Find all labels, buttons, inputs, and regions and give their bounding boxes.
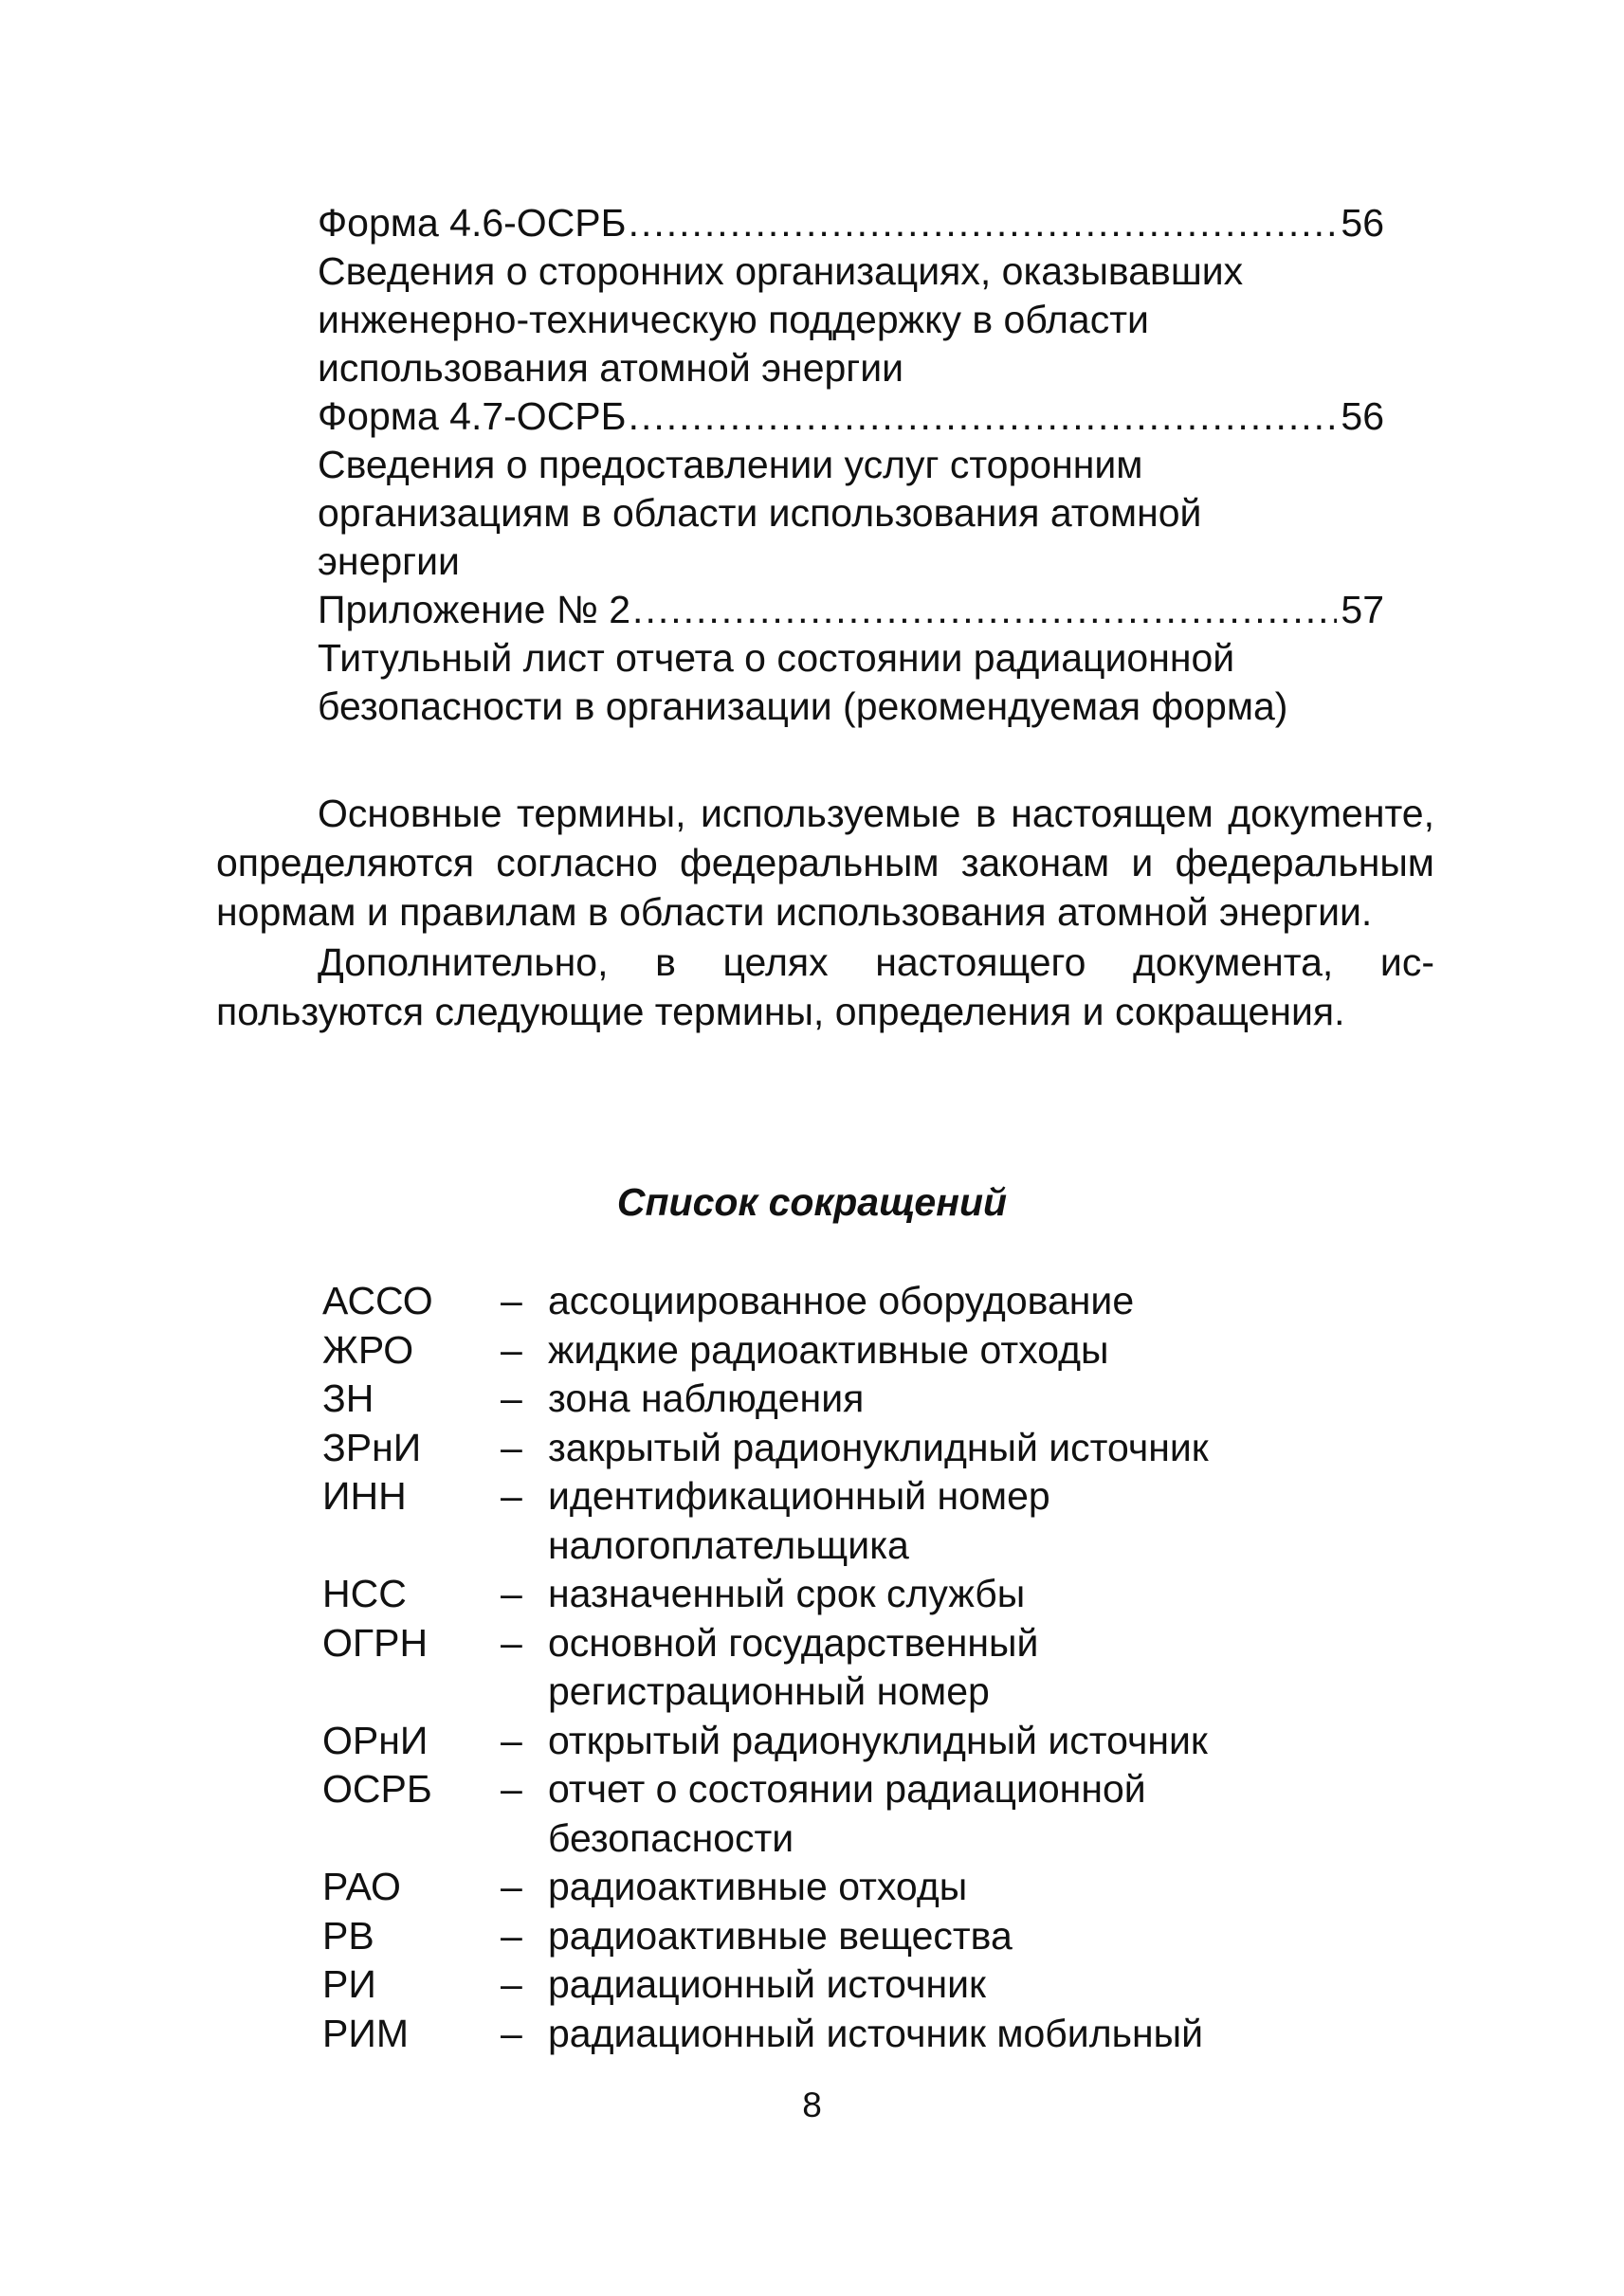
abbreviation-term: АССО — [322, 1279, 433, 1322]
abbreviation-term: ЗН — [322, 1376, 374, 1420]
abbreviations-list — [322, 1277, 1403, 2058]
abbreviation-row — [322, 1375, 1403, 1424]
abbreviation-row — [322, 1277, 1403, 1326]
abbreviation-definition: зона наблюдения — [548, 1376, 865, 1420]
abbreviation-dash: – — [501, 1620, 522, 1665]
abbreviation-definition: радиоактивные вещества — [548, 1913, 1013, 1958]
abbreviation-definition: идентификационный номер налогоплательщика — [548, 1474, 1050, 1567]
abbreviation-dash: – — [501, 1279, 522, 1322]
body-text — [216, 789, 1434, 1036]
abbreviation-row — [322, 1326, 1403, 1376]
toc-leader-dots — [629, 199, 1338, 247]
toc-entry-page: 56 — [1341, 394, 1384, 438]
toc-entry-page: 57 — [1341, 588, 1384, 631]
toc-entry-description: Сведения о сторонних организациях, оказывавших инженерно-техническую поддержку в области использования атомной энергии — [318, 249, 1244, 390]
table-of-contents — [318, 199, 1384, 731]
abbreviation-row — [322, 2010, 1403, 2059]
abbreviations-heading: Список сокращений — [616, 1180, 1008, 1224]
abbreviation-definition: закрытый радионуклидный источник — [548, 1425, 1209, 1469]
abbreviation-dash: – — [501, 1376, 522, 1420]
abbreviation-dash: – — [501, 1865, 522, 1908]
abbreviation-definition: отчет о состоянии радиационной безопасности — [548, 1767, 1146, 1860]
abbreviation-dash: – — [501, 2011, 522, 2055]
abbreviation-row — [322, 1424, 1403, 1473]
toc-entry-label: Форма 4.7-ОСРБ — [318, 394, 627, 438]
abbreviation-row — [322, 1570, 1403, 1619]
abbreviation-dash: – — [501, 1718, 522, 1762]
paragraph-additional-terms: Дополнительно, в целях настоящего документа, используются следующие термины, определения и сокращения. — [216, 940, 1434, 1033]
toc-leader-dots — [632, 586, 1337, 634]
abbreviation-definition: радиоактивные отходы — [548, 1865, 968, 1908]
abbreviation-row — [322, 1912, 1403, 1961]
abbreviation-dash: – — [501, 1767, 522, 1811]
toc-entry-description: Сведения о предоставлении услуг сторонним организациям в области использования атомной энергии — [318, 443, 1202, 583]
paragraph-main-terms: Основные термины, используемые в настоящем докуmенте, определяются согласно федеральным законам и федеральным нормам и правилам в области использования атомной энергии. — [216, 792, 1434, 934]
abbreviation-definition: жидкие радиоактивные отходы — [548, 1327, 1109, 1372]
toc-entry-label: Приложение № 2 — [318, 588, 631, 631]
abbreviation-term: НСС — [322, 1572, 407, 1615]
abbreviation-term: ЖРО — [322, 1327, 414, 1372]
abbreviation-term: ЗРнИ — [322, 1425, 422, 1469]
abbreviation-term: РВ — [322, 1913, 374, 1958]
abbreviation-definition: назначенный срок службы — [548, 1572, 1026, 1615]
abbreviation-definition: радиационный источник — [548, 1962, 986, 2006]
abbreviation-row — [322, 1765, 1403, 1863]
toc-entry-page: 56 — [1341, 201, 1384, 245]
abbreviation-definition: ассоциированное оборудование — [548, 1279, 1135, 1322]
toc-entry-description: Титульный лист отчета о состоянии радиационной безопасности в организации (рекомендуемая форма) — [318, 636, 1288, 728]
abbreviation-definition: основной государственный регистрационный номер — [548, 1620, 1039, 1713]
toc-entry-label: Форма 4.6-ОСРБ — [318, 201, 627, 245]
abbreviation-definition: радиационный источник мобильный — [548, 2011, 1203, 2055]
abbreviation-dash: – — [501, 1913, 522, 1958]
abbreviation-dash: – — [501, 1962, 522, 2006]
abbreviation-row — [322, 1717, 1403, 1766]
abbreviation-dash: – — [501, 1327, 522, 1372]
toc-entry — [318, 392, 1384, 441]
abbreviation-definition: открытый радионуклидный источник — [548, 1718, 1208, 1762]
toc-leader-dots — [629, 392, 1338, 441]
abbreviation-term: РАО — [322, 1865, 401, 1908]
abbreviation-row — [322, 1863, 1403, 1912]
abbreviation-term: ОГРН — [322, 1620, 429, 1665]
abbreviation-row — [322, 1960, 1403, 2010]
abbreviation-term: ИНН — [322, 1474, 407, 1518]
abbreviation-term: ОСРБ — [322, 1767, 432, 1811]
abbreviation-dash: – — [501, 1425, 522, 1469]
page-number: 8 — [802, 2086, 822, 2124]
abbreviation-dash: – — [501, 1474, 522, 1518]
abbreviation-term: РИ — [322, 1962, 376, 2006]
abbreviation-term: РИМ — [322, 2011, 409, 2055]
abbreviation-term: ОРнИ — [322, 1718, 429, 1762]
abbreviation-dash: – — [501, 1572, 522, 1615]
abbreviation-row — [322, 1619, 1403, 1717]
toc-entry — [318, 199, 1384, 247]
abbreviation-row — [322, 1472, 1403, 1570]
toc-entry — [318, 586, 1384, 634]
